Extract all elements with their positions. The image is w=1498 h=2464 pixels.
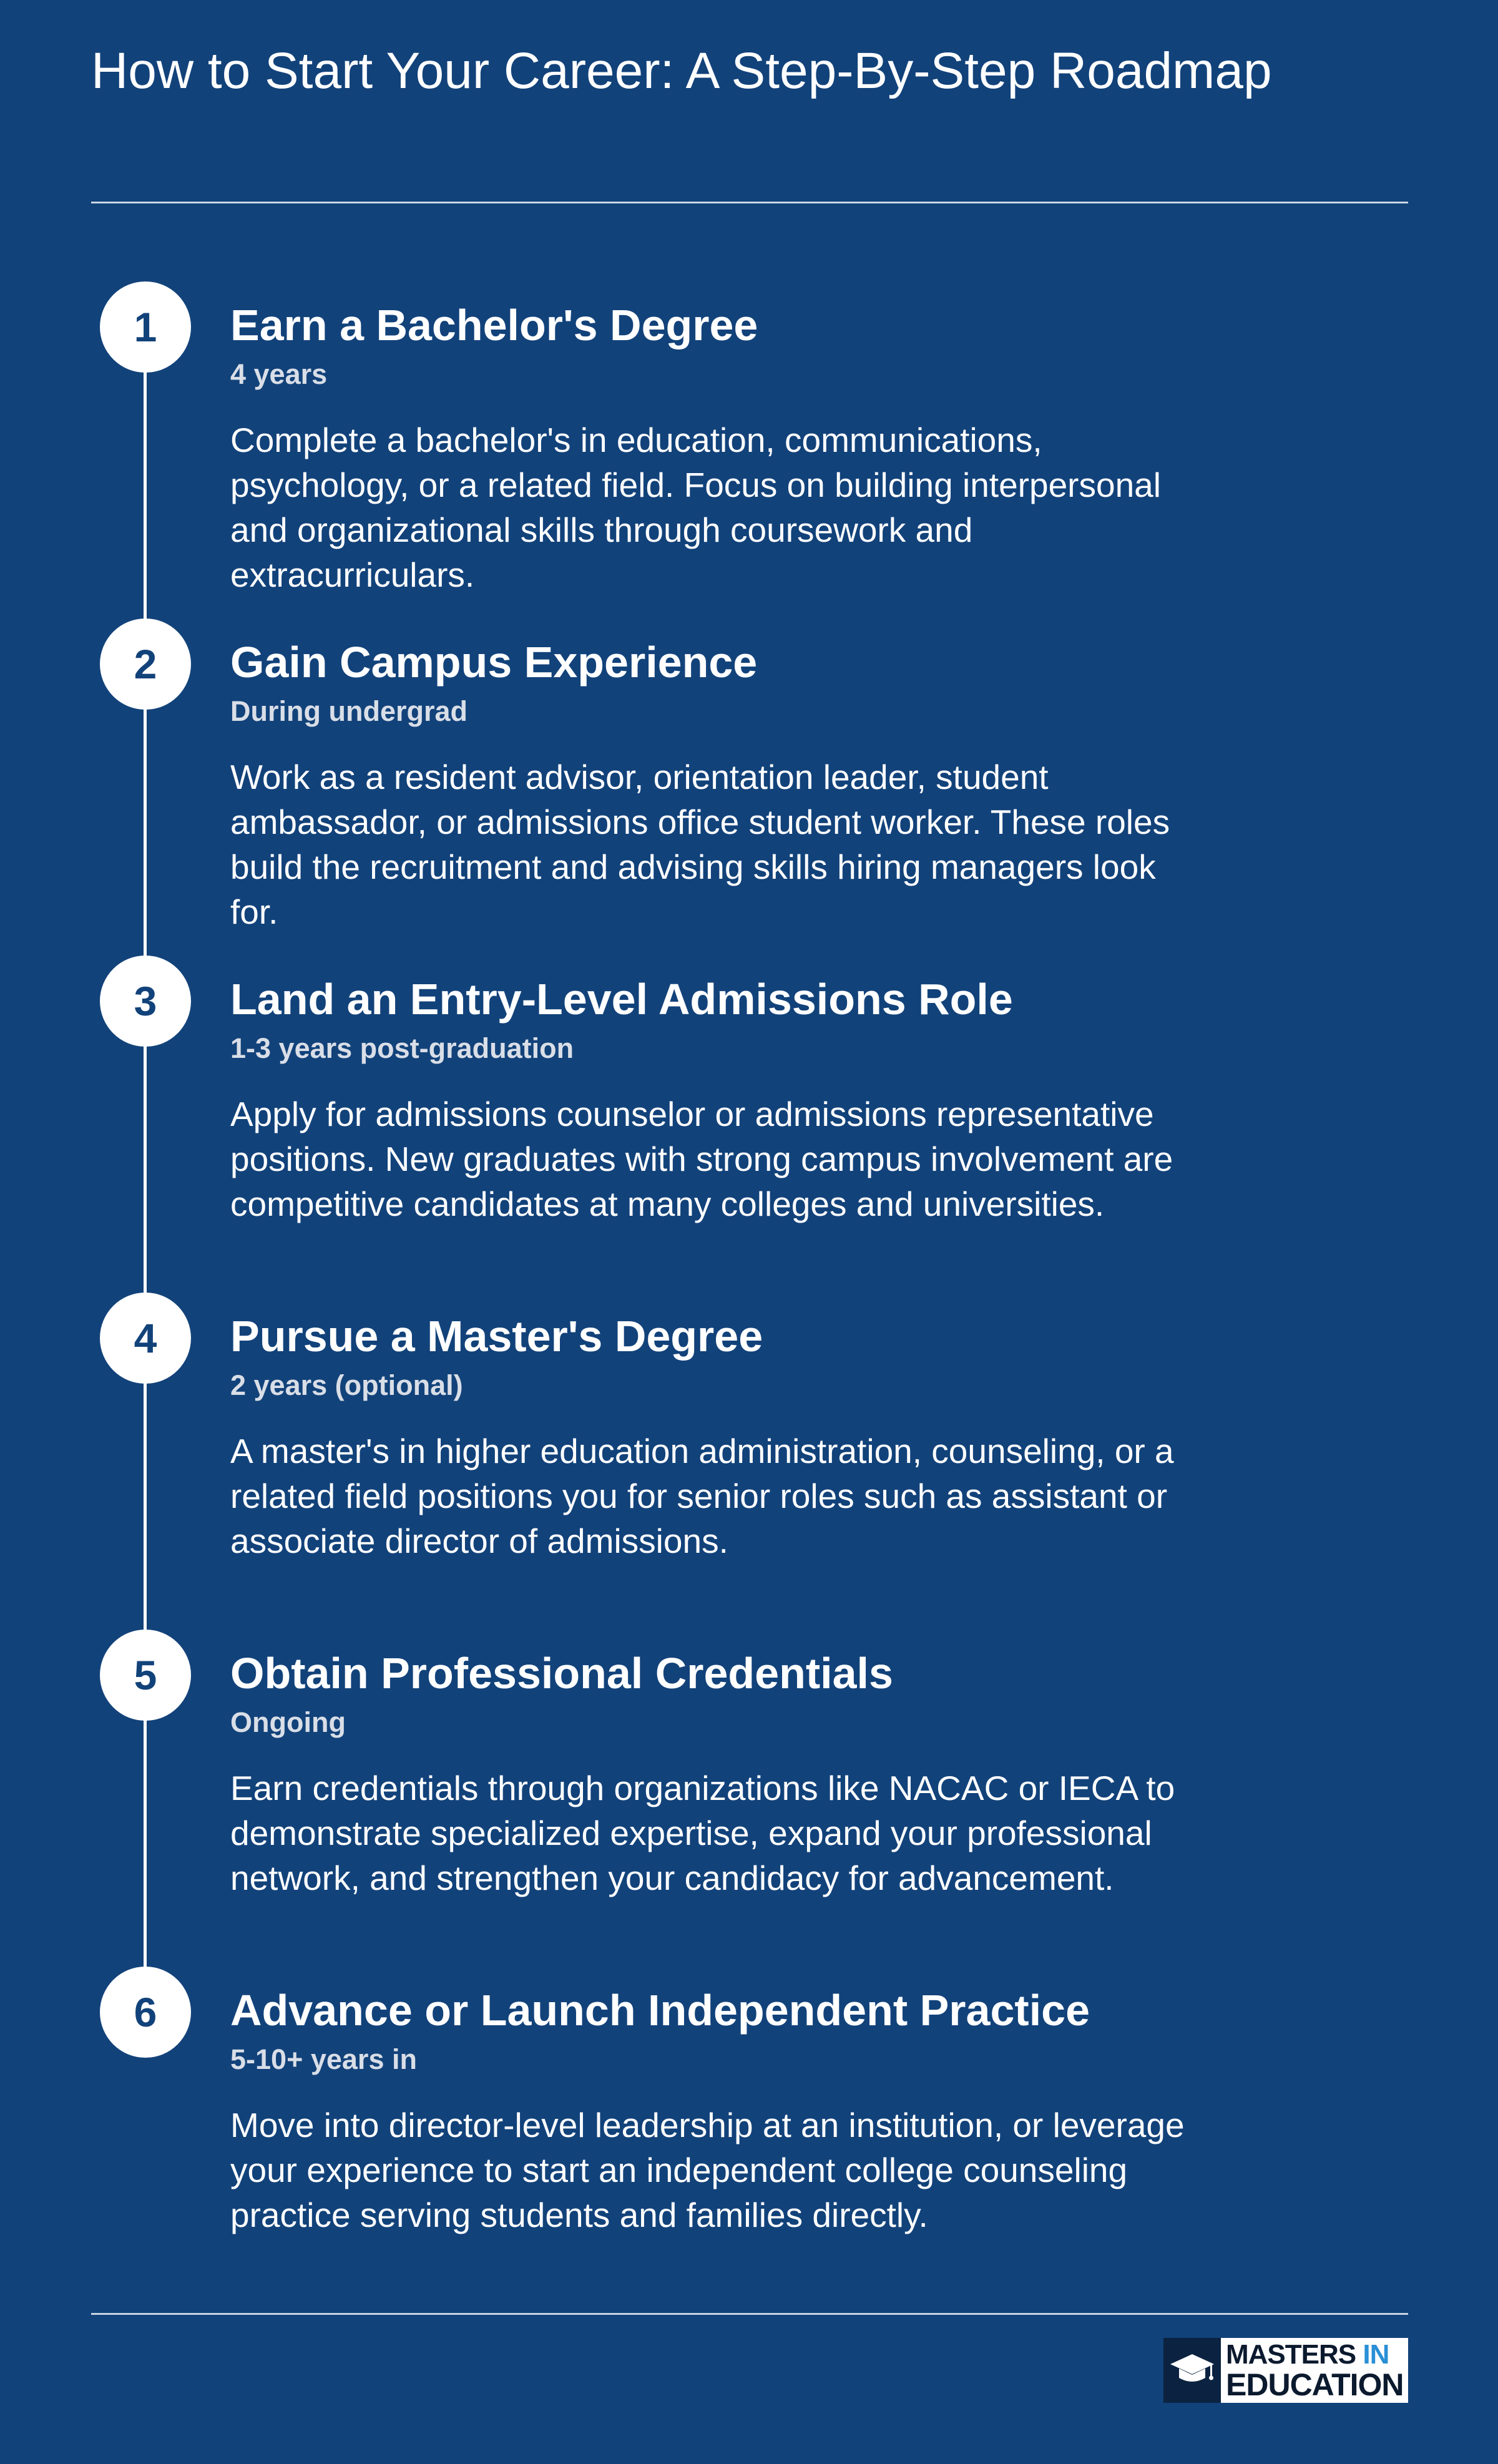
step-duration: 2 years (optional): [230, 1369, 463, 1401]
step-number-badge: 5: [100, 1630, 191, 1721]
step-number-badge: 3: [100, 956, 191, 1047]
header-divider: [91, 202, 1408, 203]
graduation-cap-icon: [1163, 2338, 1221, 2403]
step-title: Advance or Launch Independent Practice: [230, 1986, 1090, 2035]
step-number-badge: 1: [100, 281, 191, 373]
step-description: Apply for admissions counselor or admissions representative positions. New graduates with strong campus involvement are competitive candidates at many colleges and universities.: [230, 1095, 1173, 1223]
step-title: Land an Entry-Level Admissions Role: [230, 975, 1013, 1024]
step-duration: 5-10+ years in: [230, 2043, 417, 2075]
step-title: Obtain Professional Credentials: [230, 1649, 893, 1698]
step-description: Move into director-level leadership at an institution, or leverage your experience to start an independent college counseling practice serving students and families directly.: [230, 2106, 1185, 2234]
logo-wordmark: [1221, 2340, 1404, 2400]
step-number-badge: 4: [100, 1293, 191, 1384]
page-title: How to Start Your Career: A Step-By-Step Roadmap: [91, 42, 1272, 99]
masters-in-education-logo: [1163, 2338, 1408, 2403]
step-title: Pursue a Master's Degree: [230, 1312, 763, 1361]
footer-divider: [91, 2313, 1408, 2315]
step-description: Earn credentials through organizations like NACAC or IECA to demonstrate specialized expertise, expand your professional network, and strengthen your candidacy for advancement.: [230, 1769, 1175, 1897]
step-description: Work as a resident advisor, orientation leader, student ambassador, or admissions office student worker. These roles build the recruitment and advising skills hiring managers look for.: [230, 758, 1170, 931]
step-number-badge: 2: [100, 618, 191, 710]
logo-word-education: EDUCATION: [1226, 2367, 1404, 2402]
logo-word-in: IN: [1363, 2339, 1389, 2370]
step-duration: During undergrad: [230, 695, 468, 727]
step-title: Gain Campus Experience: [230, 638, 758, 687]
step-description: Complete a bachelor's in education, communications, psychology, or a related field. Focus on building interpersonal and organizational skills through coursework and extracurriculars.: [230, 421, 1161, 594]
step-duration: Ongoing: [230, 1706, 346, 1738]
step-description: A master's in higher education administration, counseling, or a related field positions you for senior roles such as assistant or associate director of admissions.: [230, 1432, 1174, 1560]
step-number-badge: 6: [100, 1967, 191, 2058]
logo-word-masters: MASTERS: [1226, 2339, 1356, 2370]
step-duration: 4 years: [230, 358, 328, 390]
step-duration: 1-3 years post-graduation: [230, 1032, 574, 1064]
timeline-line: [144, 328, 147, 2009]
step-title: Earn a Bachelor's Degree: [230, 301, 758, 350]
